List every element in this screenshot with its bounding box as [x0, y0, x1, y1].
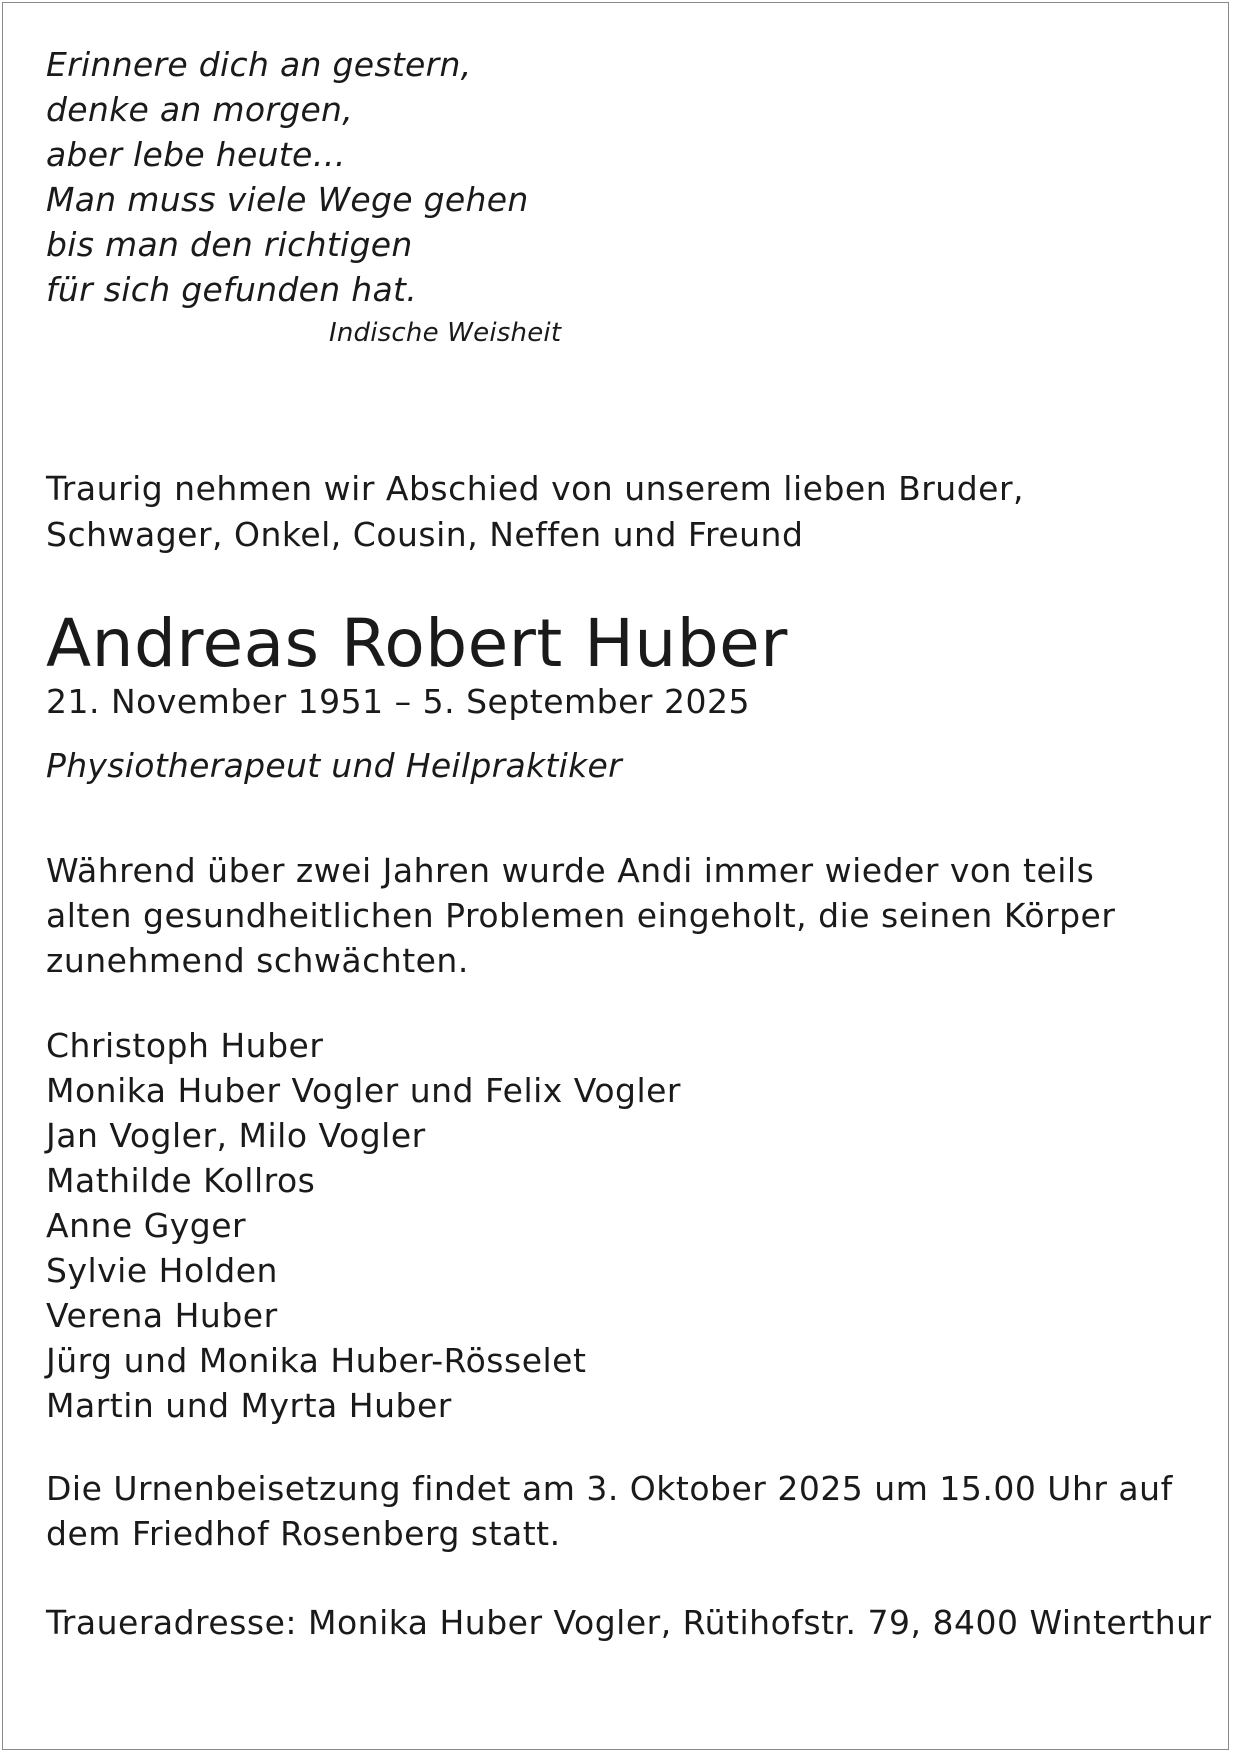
mourner-name: Jan Vogler, Milo Vogler: [46, 1116, 426, 1155]
message-line: zunehmend schwächten.: [46, 941, 469, 980]
profession: Physiotherapeut und Heilpraktiker: [46, 746, 622, 785]
obituary-notice: [46, 42, 1212, 1645]
intro-line: Schwager, Onkel, Cousin, Neffen und Freund: [46, 515, 804, 554]
life-dates: 21. November 1951 – 5. September 2025: [46, 682, 750, 721]
mourner-name: Verena Huber: [46, 1296, 278, 1335]
poem-line: für sich gefunden hat.: [46, 270, 418, 309]
poem-line: Erinnere dich an gestern,: [46, 45, 472, 84]
message-line: alten gesundheitlichen Problemen eingeholt, die seinen Körper: [46, 896, 1116, 935]
mourning-address: Traueradresse: Monika Huber Vogler, Rütihofstr. 79, 8400 Winterthur: [46, 1603, 1212, 1642]
poem: [46, 42, 1196, 312]
mourner-name: Mathilde Kollros: [46, 1161, 316, 1200]
poem-line: Man muss viele Wege gehen: [46, 180, 529, 219]
poem-line: denke an morgen,: [46, 90, 354, 129]
poem-attribution: Indische Weisheit: [329, 318, 562, 348]
message-text: [46, 848, 1196, 983]
mourners-list: [46, 1023, 1196, 1428]
intro-text: [46, 466, 1196, 558]
mourner-name: Christoph Huber: [46, 1026, 324, 1065]
intro-line: Traurig nehmen wir Abschied von unserem lieben Bruder,: [46, 469, 1025, 508]
mourner-name: Martin und Myrta Huber: [46, 1386, 452, 1425]
poem-line: bis man den richtigen: [46, 225, 413, 264]
deceased-name: Andreas Robert Huber: [46, 605, 788, 682]
poem-line: aber lebe heute…: [46, 135, 346, 174]
mourner-name: Sylvie Holden: [46, 1251, 278, 1290]
burial-line: Die Urnenbeisetzung findet am 3. Oktober 2025 um 15.00 Uhr auf: [46, 1469, 1173, 1508]
mourner-name: Monika Huber Vogler und Felix Vogler: [46, 1071, 681, 1110]
message-line: Während über zwei Jahren wurde Andi immer wieder von teils: [46, 851, 1095, 890]
mourner-name: Anne Gyger: [46, 1206, 247, 1245]
mourner-name: Jürg und Monika Huber-Rösselet: [46, 1341, 587, 1380]
burial-line: dem Friedhof Rosenberg statt.: [46, 1514, 561, 1553]
burial-info: [46, 1466, 1196, 1556]
